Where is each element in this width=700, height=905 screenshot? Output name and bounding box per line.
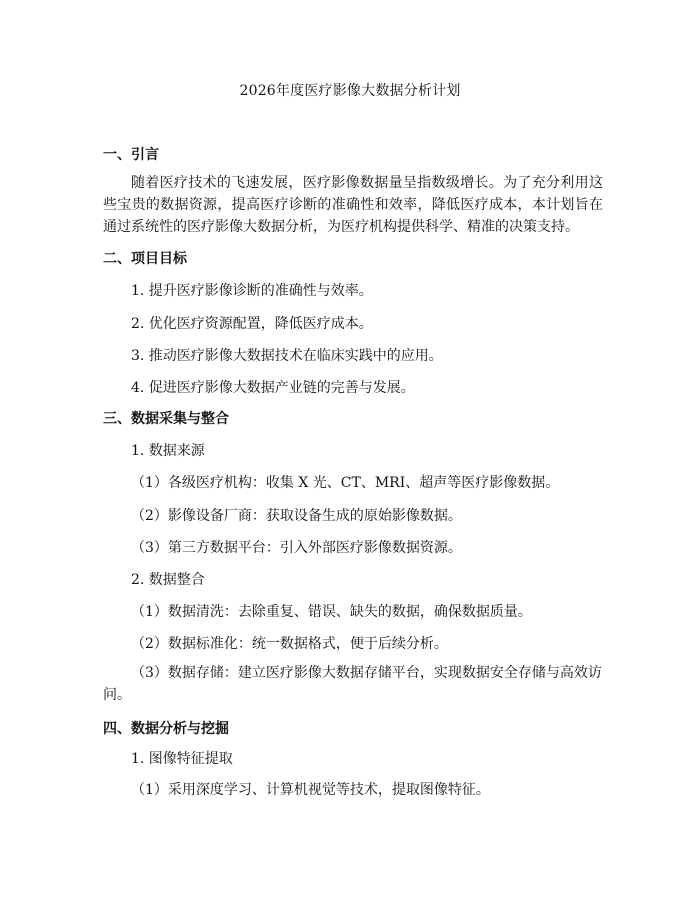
section-heading-introduction: 一、引言 [103, 147, 159, 163]
goal-item: 2. 优化医疗资源配置，降低医疗成本。 [131, 316, 373, 332]
subsection-title-feature-extraction: 1. 图像特征提取 [131, 751, 233, 767]
data-source-item: （3）第三方数据平台：引入外部医疗影像数据资源。 [131, 540, 462, 556]
goal-item: 3. 推动医疗影像大数据技术在临床实践中的应用。 [131, 348, 443, 364]
data-source-item: （1）各级医疗机构：收集 X 光、CT、MRI、超声等医疗影像数据。 [131, 475, 560, 491]
data-integration-item: （3）数据存储：建立医疗影像大数据存储平台，实现数据安全存储与高效访问。 [103, 665, 602, 703]
section-heading-goals: 二、项目目标 [103, 251, 187, 267]
subsection-title-data-sources: 1. 数据来源 [131, 443, 205, 459]
section-heading-data-collection: 三、数据采集与整合 [103, 411, 229, 427]
data-integration-item: （1）数据清洗：去除重复、错误、缺失的数据，确保数据质量。 [131, 604, 532, 620]
data-source-item: （2）影像设备厂商：获取设备生成的原始影像数据。 [131, 508, 462, 524]
goal-item: 1. 提升医疗影像诊断的准确性与效率。 [131, 283, 373, 299]
feature-extraction-item: （1）采用深度学习、计算机视觉等技术，提取图像特征。 [131, 782, 490, 798]
goal-item: 4. 促进医疗影像大数据产业链的完善与发展。 [131, 380, 415, 396]
data-integration-item: （2）数据标准化：统一数据格式，便于后续分析。 [131, 636, 448, 652]
introduction-paragraph: 随着医疗技术的飞速发展，医疗影像数据量呈指数级增长。为了充分利用这些宝贵的数据资源，提高医疗诊断的准确性和效率，降低医疗成本，本计划旨在通过系统性的医疗影像大数据分析，为医疗机构提供科学、精准的决策支持。 [103, 175, 603, 235]
document-title: 2026年度医疗影像大数据分析计划 [239, 83, 461, 99]
subsection-title-data-integration: 2. 数据整合 [131, 572, 205, 588]
section-heading-analysis: 四、数据分析与挖掘 [103, 721, 229, 737]
